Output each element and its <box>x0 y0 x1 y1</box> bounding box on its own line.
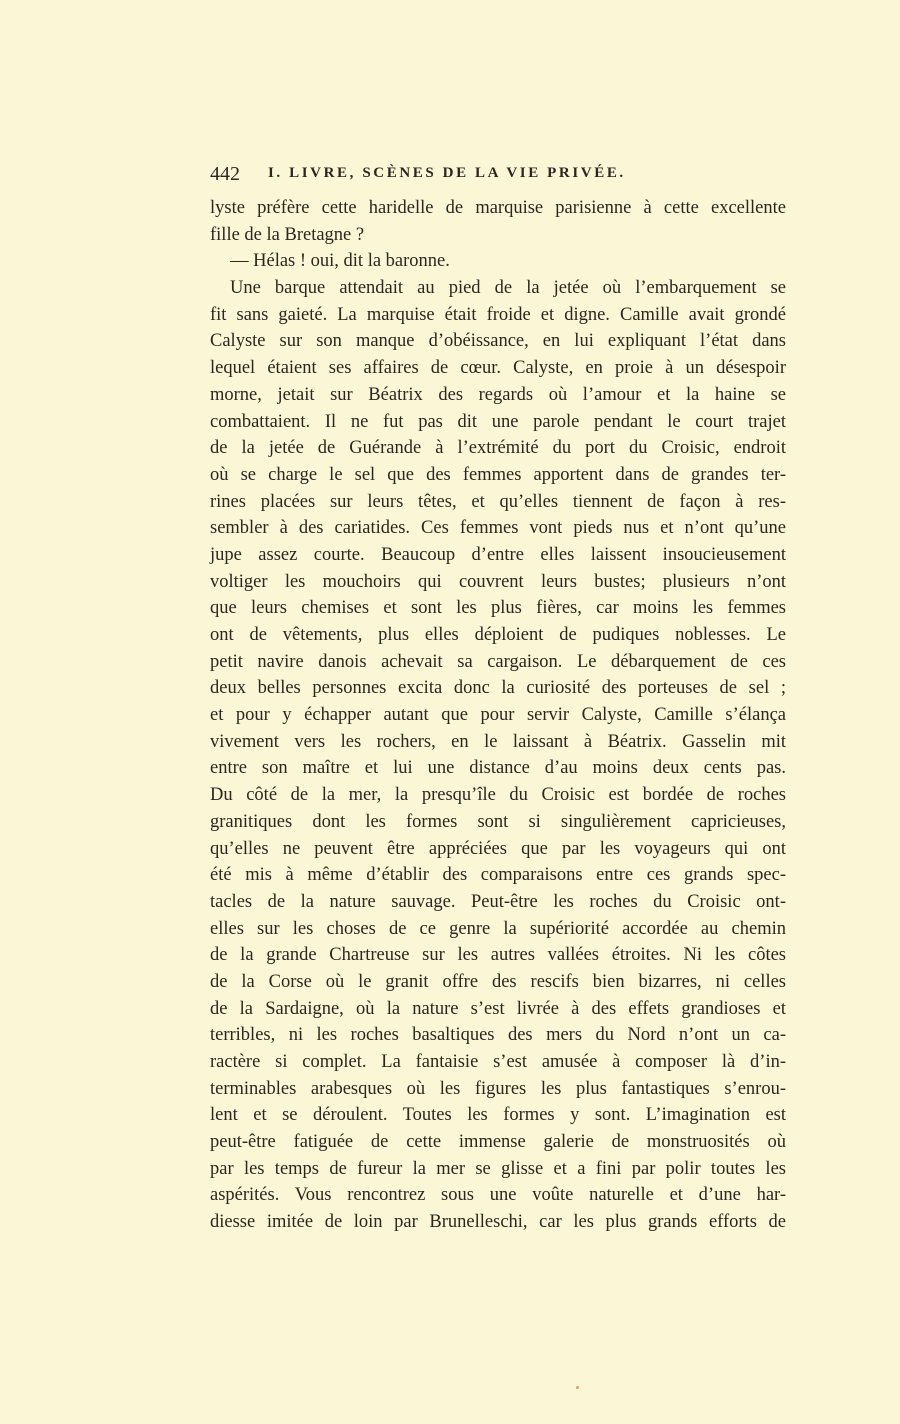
text-line: aspérités. Vous rencontrez sous une voûte naturelle et d’une har- <box>210 1185 786 1206</box>
text-line: lyste préfère cette haridelle de marquise parisienne à cette excellente <box>210 198 786 218</box>
text-line: elles sur les choses de ce genre la supériorité accordée au chemin <box>210 918 786 939</box>
text-line: Du côté de la mer, la presqu’île du Croisic est bordée de roches <box>210 785 786 806</box>
text-line: de la Sardaigne, où la nature s’est livrée à des effets grandioses et <box>210 998 786 1019</box>
text-line: petit navire danois achevait sa cargaison. Le débarquement de ces <box>210 651 786 672</box>
text-line: deux belles personnes excita donc la curiosité des porteuses de sel ; <box>210 678 786 699</box>
text-line: fille de la Bretagne ? <box>210 224 365 245</box>
text-line: Calyste sur son manque d’obéissance, en lui expliquant l’état dans <box>210 331 786 352</box>
text-line: Une barque attendait au pied de la jetée où l’embarquement se <box>230 278 786 299</box>
text-line: lequel étaient ses affaires de cœur. Calyste, en proie à un désespoir <box>210 358 786 379</box>
text-line: qu’elles ne peuvent être appréciées que par les voyageurs qui ont <box>210 838 786 859</box>
text-line: morne, jetait sur Béatrix des regards où l’amour et la haine se <box>210 384 786 405</box>
text-line: ractère si complet. La fantaisie s’est amusée à composer là d’in- <box>210 1052 786 1072</box>
running-title: I. LIVRE, SCÈNES DE LA VIE PRIVÉE. <box>268 165 626 181</box>
text-line: entre son maître et lui une distance d’au moins deux cents pas. <box>210 758 786 779</box>
paper-speck <box>576 1386 579 1389</box>
text-line: diesse imitée de loin par Brunelleschi, car les plus grands efforts de <box>210 1212 786 1233</box>
text-line: combattaient. Il ne fut pas dit une parole pendant le court trajet <box>210 411 786 432</box>
text-line: que leurs chemises et sont les plus fières, car moins les femmes <box>210 598 786 619</box>
text-line: été mis à même d’établir des comparaisons entre ces grands spec- <box>210 865 786 886</box>
text-line: vivement vers les rochers, en le laissant à Béatrix. Gasselin mit <box>210 731 786 752</box>
text-line: rines placées sur leurs têtes, et qu’elles tiennent de façon à res- <box>210 491 786 512</box>
text-line: et pour y échapper autant que pour servir Calyste, Camille s’élança <box>210 705 786 726</box>
text-line: par les temps de fureur la mer se glisse et a fini par polir toutes les <box>210 1158 786 1179</box>
text-line: jupe assez courte. Beaucoup d’entre elles laissent insoucieusement <box>210 544 786 565</box>
text-line: terribles, ni les roches basaltiques des mers du Nord n’ont un ca- <box>210 1025 786 1046</box>
text-line: ont de vêtements, plus elles déploient de pudiques noblesses. Le <box>210 625 786 645</box>
page-body-text <box>210 195 786 1236</box>
text-line: lent et se déroulent. Toutes les formes y sont. L’imagination est <box>210 1105 786 1126</box>
text-line: de la jetée de Guérande à l’extrémité du port du Croisic, endroit <box>210 438 786 459</box>
text-line: granitiques dont les formes sont si singulièrement capricieuses, <box>210 811 786 832</box>
page-number: 442 <box>210 163 240 185</box>
running-header <box>210 163 786 189</box>
text-line: de la Corse où le granit offre des rescifs bien bizarres, ni celles <box>210 971 786 992</box>
text-line: sembler à des cariatides. Ces femmes vont pieds nus et n’ont qu’une <box>210 518 786 539</box>
text-line: où se charge le sel que des femmes apportent dans de grandes ter- <box>210 464 786 485</box>
text-line: — Hélas ! oui, dit la baronne. <box>230 251 450 272</box>
text-line: fit sans gaieté. La marquise était froide et digne. Camille avait grondé <box>210 304 786 325</box>
text-line: voltiger les mouchoirs qui couvrent leurs bustes; plusieurs n’ont <box>210 571 786 592</box>
text-line: terminables arabesques où les figures les plus fantastiques s’enrou- <box>210 1078 786 1099</box>
text-line: de la grande Chartreuse sur les autres vallées étroites. Ni les côtes <box>210 945 786 966</box>
text-line: peut-être fatiguée de cette immense galerie de monstruosités où <box>210 1132 786 1153</box>
text-line: tacles de la nature sauvage. Peut-être les roches du Croisic ont- <box>210 891 786 912</box>
